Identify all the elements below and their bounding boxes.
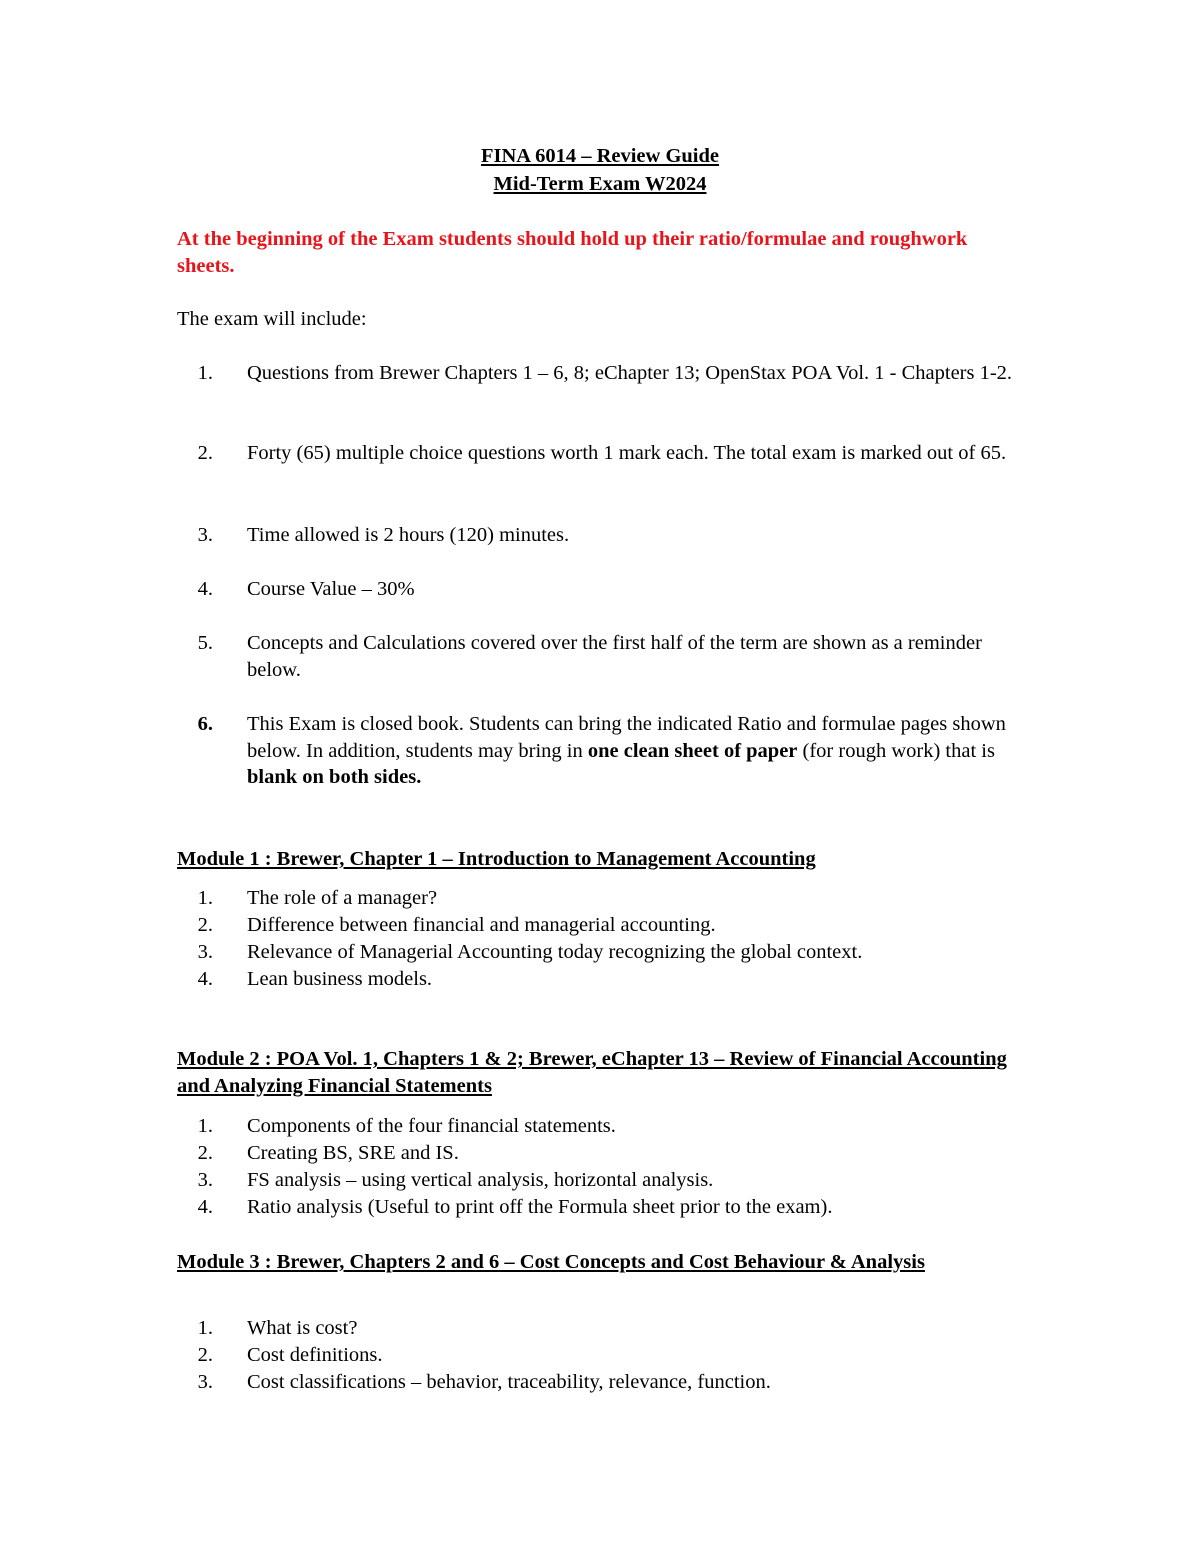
item-number: 6. [197, 713, 213, 735]
bold-phrase: blank on both sides. [247, 766, 422, 788]
item-number: 4. [197, 968, 213, 990]
module-heading: Module 3 : Brewer, Chapters 2 and 6 – Cost Concepts and Cost Behaviour & Analysis [177, 1251, 925, 1273]
item-number: 1. [197, 1317, 213, 1339]
item-text: Relevance of Managerial Accounting today recognizing the global context. [247, 941, 863, 963]
item-number: 2. [197, 1142, 213, 1164]
item-text: The role of a manager? [247, 887, 438, 909]
exam-item [177, 522, 1037, 549]
item-text: Creating BS, SRE and IS. [247, 1142, 459, 1164]
module-item [177, 1342, 1037, 1369]
item-number: 4. [197, 1196, 213, 1218]
module-item [177, 1369, 1037, 1396]
item-text: This Exam is closed book. Students can bring the indicated Ratio and formulae pages shown below. In addition, students may bring in one clean sheet of paper (for rough work) that is blank on both sides. [247, 713, 1006, 788]
item-number: 1. [197, 887, 213, 909]
module-item [177, 966, 1037, 993]
module-item [177, 1194, 1037, 1221]
item-number: 2. [197, 1344, 213, 1366]
item-number: 3. [197, 524, 213, 546]
exam-item [177, 630, 1037, 683]
module-heading: Module 2 : POA Vol. 1, Chapters 1 & 2; Brewer, eChapter 13 – Review of Financial Accounting and Analyzing Financial Statements [177, 1048, 1007, 1097]
exam-item [177, 576, 1037, 603]
item-number: 3. [197, 941, 213, 963]
module-item [177, 912, 1037, 939]
module-heading: Module 1 : Brewer, Chapter 1 – Introduction to Management Accounting [177, 848, 816, 870]
item-number: 2. [197, 914, 213, 936]
item-text: Cost classifications – behavior, traceability, relevance, function. [247, 1371, 771, 1393]
item-text: What is cost? [247, 1317, 358, 1339]
item-text: Difference between financial and managerial accounting. [247, 914, 716, 936]
item-text: Concepts and Calculations covered over the first half of the term are shown as a reminder below. [247, 632, 982, 681]
item-text: Course Value – 30% [247, 578, 415, 600]
exam-item [177, 440, 1037, 467]
document-subtitle: Mid-Term Exam W2024 [493, 173, 707, 195]
item-text: Ratio analysis (Useful to print off the Formula sheet prior to the exam). [247, 1196, 833, 1218]
exam-item [177, 360, 1037, 387]
item-text: Components of the four financial statements. [247, 1115, 616, 1137]
module-item [177, 885, 1037, 912]
item-text: Forty (65) multiple choice questions worth 1 mark each. The total exam is marked out of 65. [247, 442, 1007, 464]
module-item [177, 939, 1037, 966]
document-title: FINA 6014 – Review Guide [480, 145, 720, 167]
item-text: Lean business models. [247, 968, 433, 990]
item-number: 5. [197, 632, 213, 654]
item-number: 4. [197, 578, 213, 600]
module-item [177, 1315, 1037, 1342]
item-text: Time allowed is 2 hours (120) minutes. [247, 524, 570, 546]
item-text: Cost definitions. [247, 1344, 383, 1366]
item-number: 1. [197, 1115, 213, 1137]
item-number: 2. [197, 442, 213, 464]
intro-text: The exam will include: [177, 308, 367, 330]
exam-notice: At the beginning of the Exam students should hold up their ratio/formulae and roughwork sheets. [177, 228, 968, 277]
exam-item [177, 711, 1037, 791]
item-text: FS analysis – using vertical analysis, horizontal analysis. [247, 1169, 714, 1191]
item-number: 1. [197, 362, 213, 384]
item-text: Questions from Brewer Chapters 1 – 6, 8; eChapter 13; OpenStax POA Vol. 1 - Chapters 1-2. [247, 362, 1013, 384]
module-item [177, 1140, 1037, 1167]
bold-phrase: one clean sheet of paper [587, 739, 798, 762]
module-item [177, 1113, 1037, 1140]
module-item [177, 1167, 1037, 1194]
item-number: 3. [197, 1169, 213, 1191]
item-number: 3. [197, 1371, 213, 1393]
